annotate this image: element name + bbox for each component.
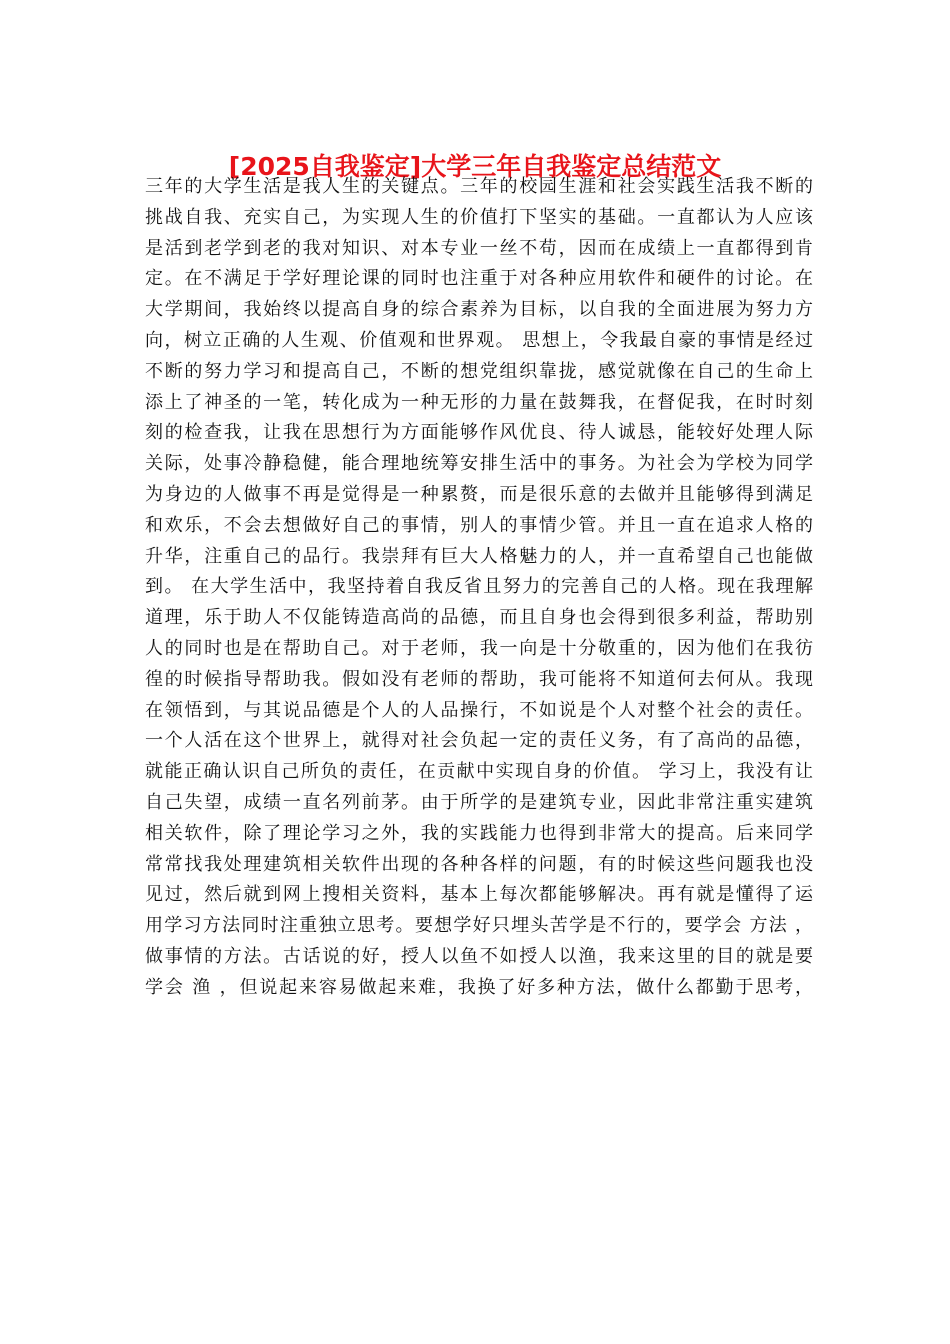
body-line: 三年的大学生活是我人生的关键点。三年的校园生涯和社会实践生活我不断的 (145, 176, 813, 197)
body-line: 道理，乐于助人不仅能铸造高尚的品德，而且自身也会得到很多利益，帮助别 (145, 607, 813, 629)
body-line: 到。 在大学生活中，我坚持着自我反省且努力的完善自己的人格。现在我理解 (145, 576, 813, 598)
body-line: 做事情的方法。古话说的好，授人以鱼不如授人以渔，我来这里的目的就是要 (145, 945, 813, 967)
body-line: 为身边的人做事不再是觉得是一种累赘，而是很乐意的去做并且能够得到满足 (145, 483, 813, 505)
body-line: 用学习方法同时注重独立思考。要想学好只埋头苦学是不行的，要学会 方法 ， (145, 915, 813, 937)
body-line: 就能正确认识自己所负的责任，在贡献中实现自身的价值。 学习上，我没有让 (145, 761, 813, 783)
body-line: 添上了神圣的一笔，转化成为一种无形的力量在鼓舞我，在督促我，在时时刻 (145, 391, 813, 413)
body-line: 升华，注重自己的品行。我崇拜有巨大人格魅力的人，并一直希望自己也能做 (145, 545, 813, 567)
body-line: 刻的检查我，让我在思想行为方面能够作风优良、待人诚恳，能较好处理人际 (145, 422, 813, 444)
body-line: 一个人活在这个世界上，就得对社会负起一定的责任义务，有了高尚的品德， (145, 730, 813, 752)
body-line: 和欢乐，不会去想做好自己的事情，别人的事情少管。并且一直在追求人格的 (145, 514, 813, 536)
body-line: 不断的努力学习和提高自己，不断的想党组织靠拢，感觉就像在自己的生命上 (145, 360, 813, 382)
document-title: [2025自我鉴定]大学三年自我鉴定总结范文 (228, 152, 722, 181)
body-line: 人的同时也是在帮助自己。对于老师，我一向是十分敬重的，因为他们在我彷 (145, 637, 813, 659)
body-line: 自己失望，成绩一直名列前茅。由于所学的是建筑专业，因此非常注重实建筑 (145, 791, 813, 813)
body-line: 挑战自我、充实自己，为实现人生的价值打下坚实的基础。一直都认为人应该 (145, 206, 813, 228)
body-line: 向，树立正确的人生观、价值观和世界观。 思想上，令我最自豪的事情是经过 (145, 329, 813, 351)
body-line: 徨的时候指导帮助我。假如没有老师的帮助，我可能将不知道何去何从。我现 (145, 668, 813, 690)
body-line: 关际，处事冷静稳健，能合理地统筹安排生活中的事务。为社会为学校为同学 (145, 453, 813, 475)
body-line: 相关软件，除了理论学习之外，我的实践能力也得到非常大的提高。后来同学 (145, 822, 813, 844)
body-line: 常常找我处理建筑相关软件出现的各种各样的问题，有的时候这些问题我也没 (145, 853, 813, 875)
body-line: 是活到老学到老的我对知识、对本专业一丝不苟，因而在成绩上一直都得到肯 (145, 237, 813, 259)
document-body (145, 172, 813, 1004)
body-line: 在领悟到，与其说品德是个人的人品操行，不如说是个人对整个社会的责任。 (145, 699, 813, 721)
body-line: 大学期间，我始终以提高自身的综合素养为目标，以自我的全面进展为努力方 (145, 299, 813, 321)
body-line: 定。在不满足于学好理论课的同时也注重于对各种应用软件和硬件的讨论。在 (145, 268, 813, 290)
body-line: 见过，然后就到网上搜相关资料，基本上每次都能够解决。再有就是懂得了运 (145, 884, 813, 906)
body-line: 学会 渔 ，但说起来容易做起来难，我换了好多种方法，做什么都勤于思考， (145, 976, 813, 998)
